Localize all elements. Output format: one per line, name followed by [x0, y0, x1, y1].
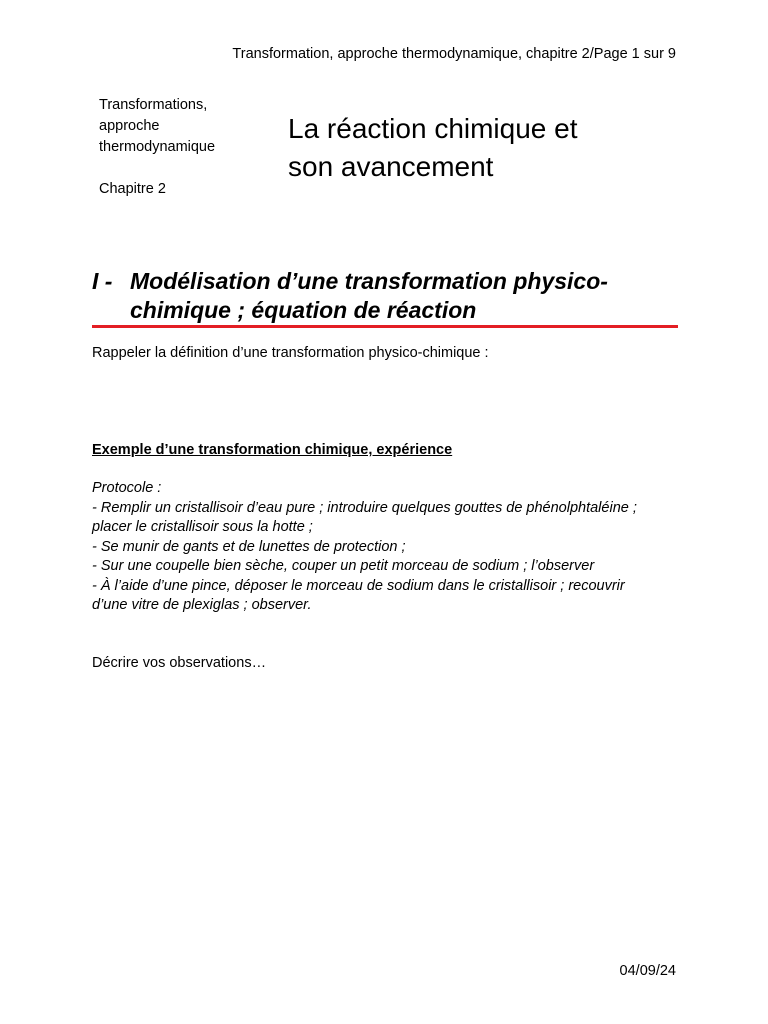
protocol-line: - À l’aide d’une pince, déposer le morceau de sodium dans le cristallisoir ; recouvrir [92, 577, 625, 594]
course-info [99, 95, 269, 200]
protocol-line: d’une vitre de plexiglas ; observer. [92, 597, 312, 613]
protocol-line: - Sur une coupelle bien sèche, couper un petit morceau de sodium ; l’observer [92, 558, 595, 574]
course-info-line: Transformations, [99, 97, 208, 113]
example-heading: Exemple d’une transformation chimique, expérience [92, 442, 453, 458]
section-heading [92, 267, 682, 325]
section-divider [92, 325, 678, 328]
course-info-line: approche [99, 118, 160, 134]
observations-prompt: Décrire vos observations… [92, 655, 267, 671]
page-title-line: son avancement [288, 151, 494, 182]
protocol-block [92, 479, 682, 616]
chapter-label: Chapitre 2 [99, 181, 166, 197]
section-heading-text [130, 267, 682, 325]
protocol-line: - Se munir de gants et de lunettes de protection ; [92, 538, 406, 555]
page-title-line: La réaction chimique et [288, 113, 578, 144]
section-heading-line: chimique ; équation de réaction [130, 297, 477, 323]
recall-prompt: Rappeler la définition d’une transformation physico-chimique : [92, 345, 489, 361]
protocol-label: Protocole : [92, 480, 162, 496]
page-date: 04/09/24 [619, 963, 676, 979]
protocol-line: placer le cristallisoir sous la hotte ; [92, 519, 313, 535]
page-title [288, 110, 708, 186]
protocol-line: - Remplir un cristallisoir d’eau pure ; introduire quelques gouttes de phénolphtaléine ; [92, 499, 637, 516]
section-heading-line: Modélisation d’une transformation physico- [130, 268, 608, 294]
section-number: I - [92, 268, 113, 294]
course-info-line: thermodynamique [99, 139, 216, 155]
page-header: Transformation, approche thermodynamique, chapitre 2/Page 1 sur 9 [232, 46, 676, 62]
